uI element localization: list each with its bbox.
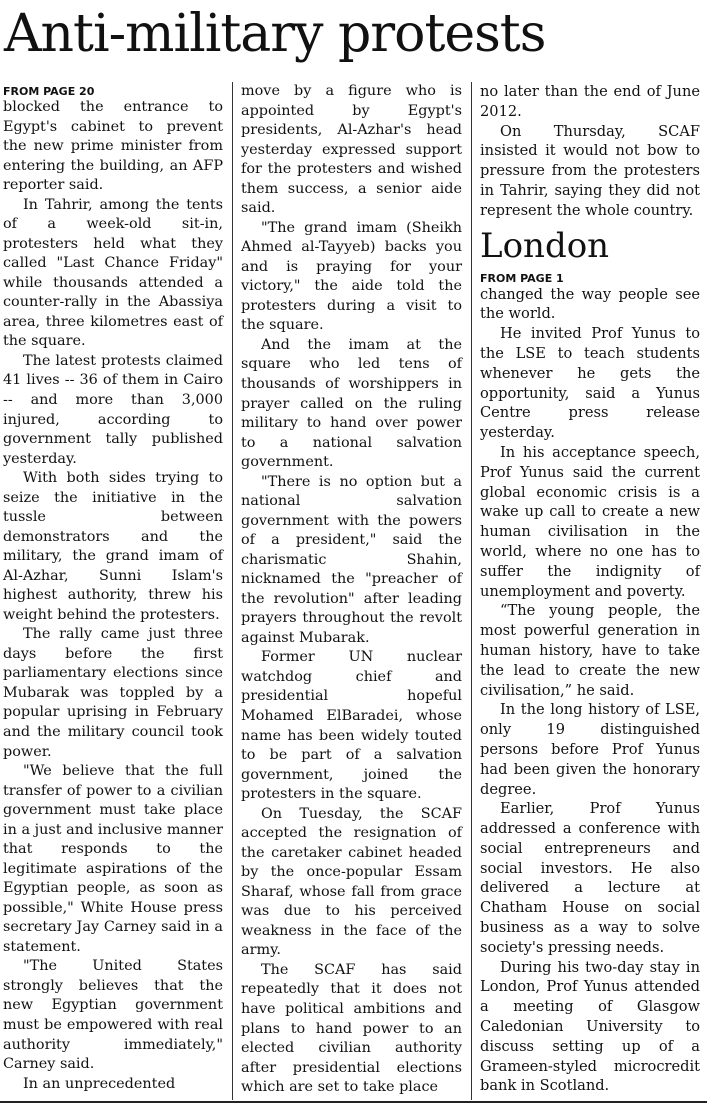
- paragraph: "There is no option but a national salvation government with the powers of a president," said the charismatic Shahin, nicknamed the "preacher of the revolution" after leading prayers throughout the revolt against Mubarak.: [241, 473, 462, 646]
- paragraph: no later than the end of June 2012.: [480, 83, 700, 120]
- paragraph: The SCAF has said repeatedly that it does not have political ambitions and plans to hand power to an elected civilian authority after presidential elections which are set to take place: [241, 961, 462, 1096]
- paragraph: The rally came just three days before the first parliamentary elections since Mubarak was toppled by a popular uprising in February and the military council took power.: [3, 626, 223, 760]
- paragraph: Former UN nuclear watchdog chief and presidential hopeful Mohamed ElBaradei, whose name has been widely touted to be part of a salvation government, joined the protesters in the square.: [241, 649, 462, 803]
- paragraph: "The grand imam (Sheikh Ahmed al-Tayyeb) backs you and is praying for your victory," the aide told the protesters during a visit to the square.: [241, 219, 462, 334]
- column-divider: [471, 82, 472, 1100]
- bottom-border: [0, 1101, 707, 1103]
- paragraph: On Tuesday, the SCAF accepted the resignation of the caretaker cabinet headed by the once-popular Essam Sharaf, whose fall from grace was due to his perceived weakness in the face of the army.: [241, 805, 462, 959]
- paragraph: In the long history of LSE, only 19 distinguished persons before Prof Yunus had been given the honorary degree.: [480, 701, 700, 798]
- article-column-1: [3, 82, 223, 1094]
- continuation-kicker: FROM PAGE 20: [3, 85, 95, 98]
- paragraph: changed the way people see the world.: [480, 285, 700, 323]
- paragraph: "The United States strongly believes that the new Egyptian government must be empowered with real authority immediately," Carney said.: [3, 958, 223, 1073]
- paragraph: “The young people, the most powerful generation in human history, have to take the lead to create the new civilisation,” he said.: [480, 602, 700, 699]
- paragraph: move by a figure who is appointed by Egypt's presidents, Al-Azhar's head yesterday expressed support for the protesters and wished them success, a senior aide said.: [241, 83, 462, 217]
- article-column-3: [480, 82, 700, 1096]
- paragraph: Earlier, Prof Yunus addressed a conference with social entrepreneurs and social investors. He also delivered a lecture at Chatham House on social business as a way to solve society's pressing needs.: [480, 800, 700, 956]
- paragraph: On Thursday, SCAF insisted it would not bow to pressure from the protesters in Tahrir, saying they did not represent the whole country.: [480, 122, 700, 219]
- paragraph: He invited Prof Yunus to the LSE to teach students whenever he gets the opportunity, said a Yunus Centre press release yesterday.: [480, 325, 700, 442]
- article-column-2: [241, 82, 462, 1098]
- paragraph: With both sides trying to seize the initiative in the tussle between demonstrators and the military, the grand imam of Al-Azhar, Sunni Islam's highest authority, threw his weight behind the protesters.: [3, 470, 223, 623]
- paragraph: In Tahrir, among the tents of a week-old sit-in, protesters held what they called "Last Chance Friday" while thousands attended a counter-rally in the Abassiya area, three kilometres east of the square.: [3, 196, 223, 350]
- paragraph: During his two-day stay in London, Prof Yunus attended a meeting of Glasgow Caledonian University to discuss setting up of a Grameen-styled microcredit bank in Scotland.: [480, 958, 700, 1095]
- paragraph: "We believe that the full transfer of power to a civilian government must take place in a just and inclusive manner that responds to the legitimate aspirations of the Egyptian people, as soon as possible," White House press secretary Jay Carney said in a statement.: [3, 763, 223, 955]
- paragraph: blocked the entrance to Egypt's cabinet to prevent the new prime minister from entering the building, an AFP reporter said.: [3, 99, 223, 194]
- column-divider: [232, 82, 233, 1100]
- headline: Anti-military protests: [4, 4, 546, 64]
- paragraph: In an unprecedented: [23, 1075, 176, 1092]
- continuation-kicker: FROM PAGE 1: [480, 271, 564, 285]
- paragraph: The latest protests claimed 41 lives -- 36 of them in Cairo -- and more than 3,000 injured, according to government tally published yesterday.: [3, 352, 223, 467]
- paragraph: And the imam at the square who led tens of thousands of worshippers in prayer called on the ruling military to hand over power to a national salvation government.: [241, 336, 462, 471]
- section-headline: London: [480, 225, 610, 266]
- paragraph: In his acceptance speech, Prof Yunus said the current global economic crisis is a wake up call to create a new human civilisation in the world, where no one has to suffer the indignity of unemployment and poverty.: [480, 443, 700, 600]
